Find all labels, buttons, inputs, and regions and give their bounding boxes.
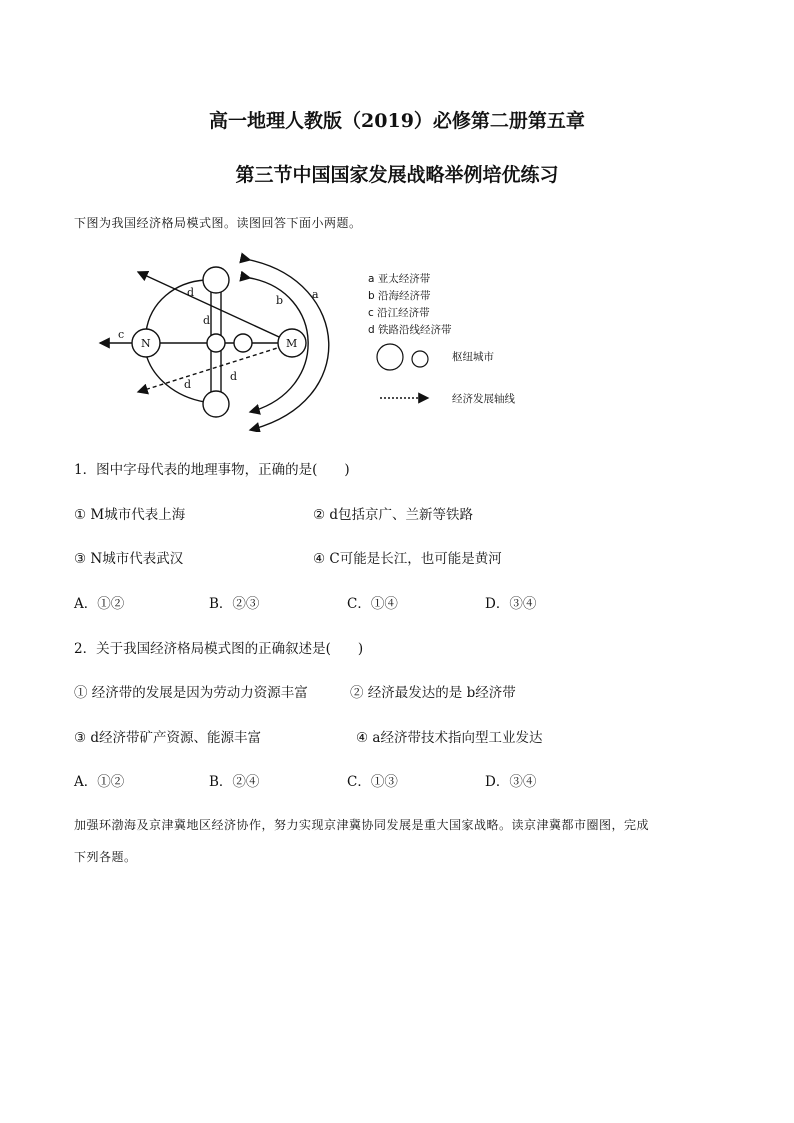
q2-choice-A[interactable]: A．①②	[74, 774, 125, 790]
label-N: N	[141, 337, 151, 350]
document-title: 高一地理人教版（2019）必修第二册第五章	[209, 110, 585, 132]
q1-option-1: ① M城市代表上海	[74, 507, 186, 523]
q2-option-4: ④ a经济带技术指向型工业发达	[356, 730, 543, 746]
economic-pattern-diagram	[90, 252, 530, 432]
label-M: M	[286, 337, 298, 350]
label-b: b	[276, 294, 284, 307]
curve-n-top	[146, 280, 205, 332]
label-d2: d	[203, 314, 211, 327]
intro2-line2: 下列各题。	[74, 850, 137, 864]
hub-city-small	[234, 334, 252, 352]
intro2-line1: 加强环渤海及京津冀地区经济协作，努力实现京津冀协同发展是重大国家战略。读京津冀都市圈图，完成	[74, 818, 650, 832]
q2-choice-B[interactable]: B．②④	[209, 774, 260, 790]
q2-choice-C[interactable]: C．①③	[347, 774, 398, 790]
q2-option-2: ② 经济最发达的是 b经济带	[350, 685, 516, 701]
intro-text: 下图为我国经济格局模式图。读图回答下面小两题。	[74, 216, 362, 230]
hub-city-bottom	[203, 391, 229, 417]
q1-stem: 1．图中字母代表的地理事物，正确的是( )	[74, 462, 350, 478]
legend-d: d 铁路沿线经济带	[368, 324, 452, 336]
legend-hub-small	[412, 351, 428, 367]
q2-option-1: ① 经济带的发展是因为劳动力资源丰富	[74, 685, 308, 701]
q1-choice-A[interactable]: A．①②	[74, 596, 125, 612]
q2-option-3: ③ d经济带矿产资源、能源丰富	[74, 730, 262, 746]
q1-option-3: ③ N城市代表武汉	[74, 551, 184, 567]
label-d1: d	[187, 286, 195, 299]
curve-n-bottom	[146, 354, 205, 402]
q1-option-2: ② d包括京广、兰新等铁路	[313, 507, 474, 523]
hub-city-top	[203, 267, 229, 293]
document-subtitle: 第三节中国国家发展战略举例培优练习	[235, 164, 559, 186]
label-d4: d	[230, 370, 238, 383]
q2-choice-D[interactable]: D．③④	[485, 774, 537, 790]
hub-city-center	[207, 334, 225, 352]
label-c: c	[118, 328, 125, 341]
q1-choice-D[interactable]: D．③④	[485, 596, 537, 612]
legend-b: b 沿海经济带	[368, 290, 431, 302]
legend-hub-large	[377, 344, 403, 370]
q1-option-4: ④ C可能是长江，也可能是黄河	[313, 551, 502, 567]
q1-choice-B[interactable]: B．②③	[209, 596, 260, 612]
q2-stem: 2．关于我国经济格局模式图的正确叙述是( )	[74, 641, 364, 657]
legend-hub-label: 枢纽城市	[452, 351, 494, 363]
legend-axis-label: 经济发展轴线	[452, 393, 515, 405]
label-a: a	[312, 288, 319, 301]
legend-a: a 亚太经济带	[368, 273, 431, 285]
q1-choice-C[interactable]: C．①④	[347, 596, 398, 612]
label-d3: d	[184, 378, 192, 391]
legend-c: c 沿江经济带	[368, 307, 430, 319]
